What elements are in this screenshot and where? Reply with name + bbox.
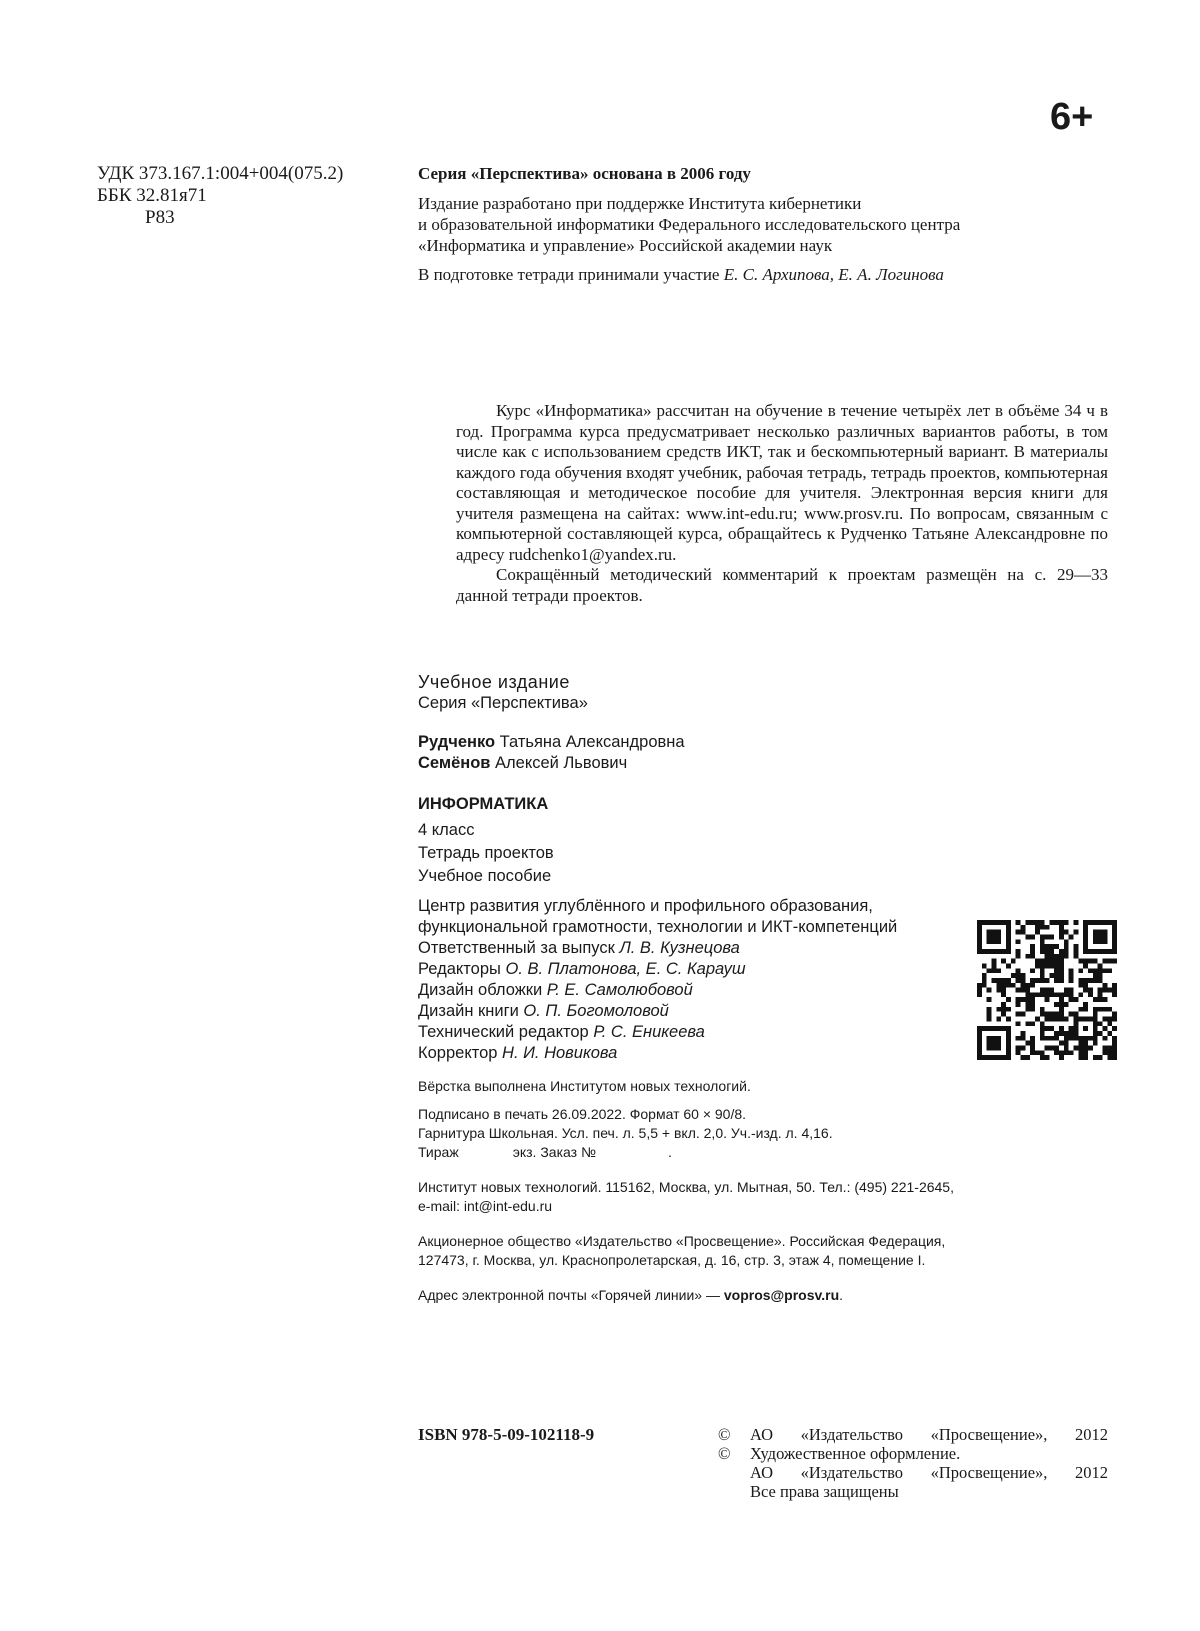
book-type: Тетрадь проектов: [418, 844, 554, 862]
credit-label: Редакторы: [418, 960, 506, 978]
author-mark: Р83: [145, 207, 175, 228]
book-purpose: Учебное пособие: [418, 867, 552, 885]
copyright-text: АО «Издательство «Просвещение», 2012: [750, 1425, 1108, 1444]
support-statement: [418, 193, 1098, 256]
credit-label: Корректор: [418, 1044, 503, 1062]
credit-name: Л. В. Кузнецова: [619, 939, 740, 957]
copyright-row: [718, 1463, 1108, 1482]
series-info: [418, 163, 1098, 285]
book-title: ИНФОРМАТИКА: [418, 795, 549, 813]
grade: 4 класс: [418, 821, 475, 839]
copyright-icon: ©: [718, 1425, 731, 1444]
participants-names: Е. С. Архипова, Е. А. Логинова: [723, 265, 944, 284]
credit-label: Ответственный за выпуск: [418, 939, 620, 957]
credit-name: О. В. Платонова, Е. С. Карауш: [505, 960, 746, 978]
author-name: Татьяна Александровна: [495, 733, 685, 751]
credit-label: Дизайн обложки: [418, 981, 547, 999]
publisher-line: Акционерное общество «Издательство «Просвещение». Российская Федерация,: [418, 1233, 946, 1249]
credit-label: Технический редактор: [418, 1023, 594, 1041]
center-line: Центр развития углублённого и профильного образования,: [418, 897, 873, 915]
credit-name: Н. И. Новикова: [502, 1044, 618, 1062]
layout-note: Вёрстка выполнена Институтом новых технологий.: [418, 1078, 751, 1094]
author: [418, 732, 1098, 753]
bbk-code: ББК 32.81я71: [97, 185, 207, 206]
author: [418, 753, 1098, 774]
copyright-text: АО «Издательство «Просвещение», 2012: [750, 1463, 1108, 1482]
print-run-label: Тираж: [418, 1144, 459, 1160]
copyright-text: Все права защищены: [750, 1482, 899, 1501]
hotline-label: Адрес электронной почты «Горячей линии» —: [418, 1287, 724, 1303]
copyright-block: [718, 1425, 1108, 1501]
hotline-end: .: [839, 1287, 844, 1303]
credit-label: Дизайн книги: [418, 1002, 524, 1020]
series-founded: Серия «Перспектива» основана в 2006 году: [418, 164, 751, 183]
series-name: Серия «Перспектива»: [418, 694, 588, 712]
center-line: функциональной грамотности, технологии и ИКТ-компетенций: [418, 918, 898, 936]
edition-type: Учебное издание: [418, 672, 570, 692]
hotline-email[interactable]: vopros@prosv.ru: [723, 1287, 840, 1303]
participants-line: [418, 264, 1098, 285]
copyright-icon: ©: [718, 1444, 731, 1463]
hotline-line: [418, 1286, 1098, 1305]
copyright-row: [718, 1482, 1108, 1501]
annotation: [456, 401, 1108, 606]
support-line: и образовательной информатики Федерального исследовательского центра: [418, 215, 961, 234]
institute-email: e-mail: int@int-edu.ru: [418, 1198, 553, 1214]
credit-name: Р. Е. Самолюбовой: [546, 981, 693, 999]
signed-line: Подписано в печать 26.09.2022. Формат 60 × 90/8.: [418, 1106, 747, 1122]
support-line: «Информатика и управление» Российской академии наук: [418, 236, 833, 255]
participants-label: В подготовке тетради принимали участие: [418, 265, 724, 284]
support-line: Издание разработано при поддержке Института кибернетики: [418, 194, 862, 213]
credit-name: О. П. Богомоловой: [523, 1002, 669, 1020]
copyright-text: Художественное оформление.: [750, 1444, 961, 1463]
isbn: ISBN 978-5-09-102118-9: [418, 1425, 595, 1444]
qr-code-icon: [977, 920, 1117, 1060]
credit-name: Р. С. Еникеева: [593, 1023, 705, 1041]
author-name: Алексей Львович: [490, 754, 628, 772]
author-surname: Рудченко: [418, 733, 496, 751]
publisher-address: 127473, г. Москва, ул. Краснопролетарская, д. 16, стр. 3, этаж 4, помещение I.: [418, 1252, 926, 1268]
institute-address: Институт новых технологий. 115162, Москва, ул. Мытная, 50. Тел.: (495) 221-2645,: [418, 1179, 954, 1195]
annotation-paragraph: Курс «Информатика» рассчитан на обучение в течение четырёх лет в объёме 34 ч в год. Программа курса предусматривает несколько различных вариантов работы, в том числе как с использованием средств ИКТ, так и бескомпьютерный вариант. В материалы каждого года обучения входят учебник, рабочая тетрадь, тетрадь проектов, компьютерная составляющая и методическое пособие для учителя. Электронная версия книги для учителя размещена на сайтах: www.int-edu.ru; www.prosv.ru. По вопросам, связанным с компьютерной составляющей курса, обращайтесь к Рудченко Татьяне Александровне по адресу rudchenko1@yandex.ru.: [456, 401, 1108, 564]
author-surname: Семёнов: [418, 754, 491, 772]
annotation-paragraph: Сокращённый методический комментарий к проектам размещён на с. 29—33 данной тетради проектов.: [456, 565, 1108, 605]
typeface-line: Гарнитура Школьная. Усл. печ. л. 5,5 + вкл. 2,0. Уч.-изд. л. 4,16.: [418, 1125, 833, 1141]
udk-code: УДК 373.167.1:004+004(075.2): [97, 163, 344, 184]
print-run-line: [418, 1143, 1098, 1162]
udk-classification: [97, 163, 343, 229]
age-rating-badge: 6+: [1050, 96, 1094, 138]
order-label: экз. Заказ №: [512, 1144, 596, 1160]
order-end: .: [667, 1144, 672, 1160]
copyright-row: [718, 1425, 1108, 1444]
copyright-row: [718, 1444, 1108, 1463]
